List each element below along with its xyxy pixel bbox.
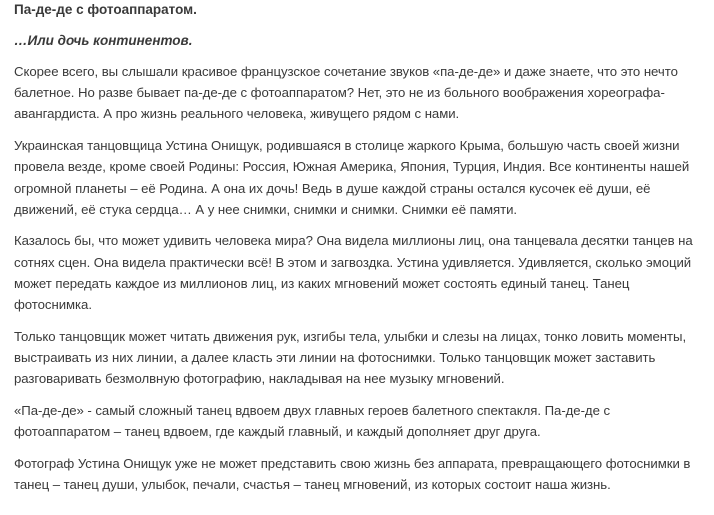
paragraph-6: Фотограф Устина Онищук уже не может представить свою жизнь без аппарата, превращающего фотоснимки в танец – танец души, улыбок, печали, счастья – танец мгновений, из которых состоит наша жизнь. (14, 455, 691, 492)
paragraph-5: «Па-де-де» - самый сложный танец вдвоем двух главных героев балетного спектакля. Па-де-де с фотоаппаратом – танец вдвоем, где каждый главный, и каждый дополняет друг друга. (14, 402, 611, 440)
paragraph-2: Украинская танцовщица Устина Онищук, родившаяся в столице жаркого Крыма, большую часть своей жизни провела везде, кроме своей Родины: Россия, Южная Америка, Япония, Турция, Индия. Все континенты нашей огромной планеты – её Родина. А она их дочь! Ведь в душе каждой страны остался кусочек её души, её движений, её стука сердца… А у нее снимки, снимки и снимки. Снимки её памяти. (14, 138, 690, 217)
document-subtitle: …Или дочь континентов. (14, 33, 193, 48)
paragraph-1: Скорее всего, вы слышали красивое французское сочетание звуков «па-де-де» и даже знаете, что это нечто балетное. Но разве бывает па-де-де с фотоаппаратом? Нет, это не из больного воображения хореографа-авангардиста. А про жизнь реального человека, живущего рядом с нами. (14, 64, 678, 122)
document-title: Па-де-де с фотоаппаратом. (14, 2, 197, 17)
paragraph-3: Казалось бы, что может удивить человека мира? Она видела миллионы лиц, она танцевала десятки танцев на сотнях сцен. Она видела практически всё! В этом и загвоздка. Устина удивляется. Удивляется, сколько эмоций может передать каждое из миллионов лиц, из каких мгновений может состоять единый танец. Танец фотоснимка. (14, 233, 693, 313)
paragraph-4: Только танцовщик может читать движения рук, изгибы тела, улыбки и слезы на лицах, тонко ловить моменты, выстраивать из них линии, а далее класть эти линии на фотоснимки. Только танцовщик может заставить разговаривать безмолвную фотографию, накладывая на нее музыку мгновений. (14, 328, 687, 387)
